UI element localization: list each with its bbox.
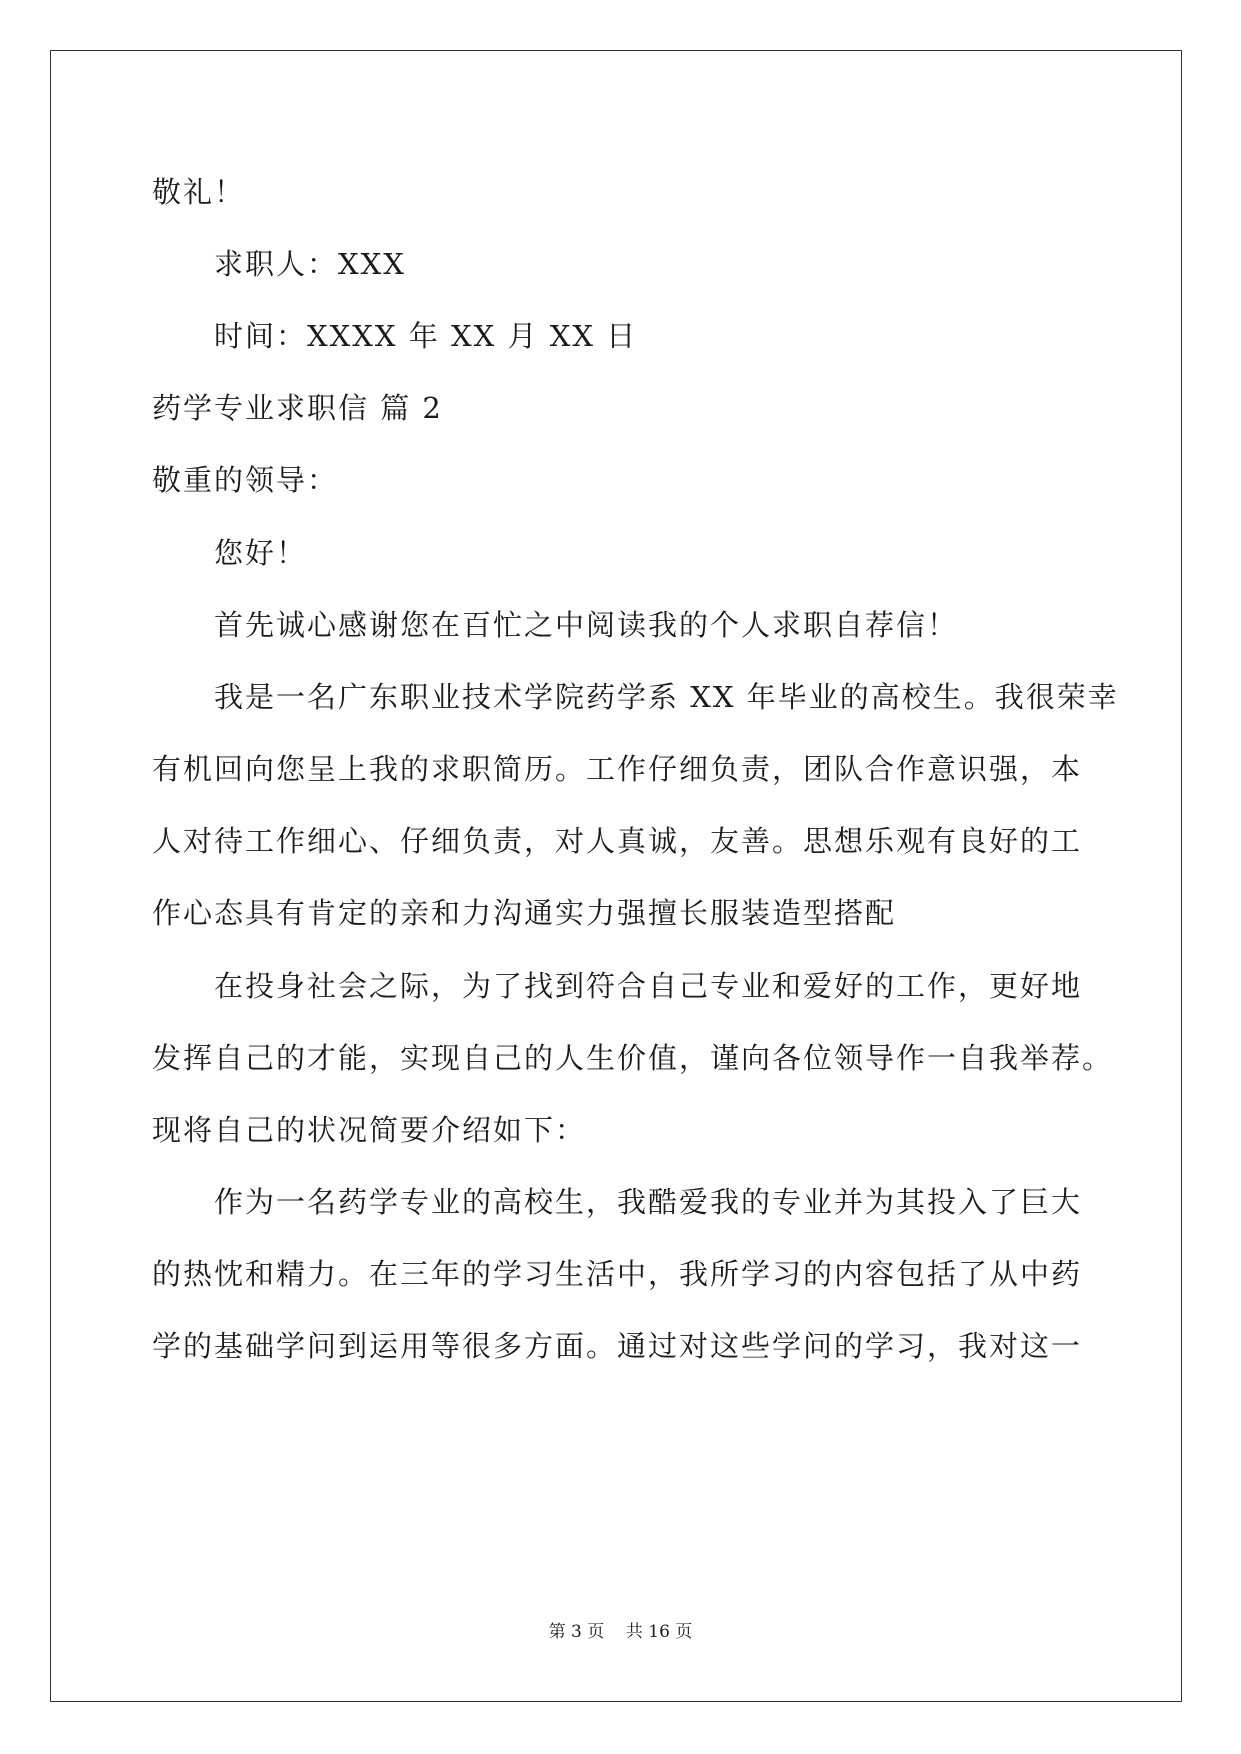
text-line: 时间：XXXX 年 XX 月 XX 日 <box>214 319 638 353</box>
salutation: 敬重的领导： <box>152 463 339 497</box>
text-line: 作心态具有肯定的亲和力沟通实力强擅长服装造型搭配 <box>152 896 897 930</box>
text-line: 的热忱和精力。在三年的学习生活中，我所学习的内容包括了从中药 <box>152 1257 1083 1291</box>
text-line: 我是一名广东职业技术学院药学系 XX 年毕业的高校生。我很荣幸 <box>214 680 1119 714</box>
text-line: 作为一名药学专业的高校生，我酷爱我的专业并为其投入了巨大 <box>214 1185 1083 1219</box>
page-border <box>50 50 1182 1702</box>
page-footer <box>0 1620 1241 1644</box>
text-line: 敬礼！ <box>152 175 246 209</box>
text-line: 现将自己的状况简要介绍如下： <box>152 1113 587 1147</box>
section-heading: 药学专业求职信 篇 2 <box>152 391 443 425</box>
text-line: 在投身社会之际，为了找到符合自己专业和爱好的工作，更好地 <box>214 969 1083 1003</box>
text-line: 求职人：XXX <box>214 247 406 281</box>
text-line: 您好！ <box>214 536 308 570</box>
page-number: 第 3 页 <box>548 1622 605 1642</box>
text-line: 学的基础学问到运用等很多方面。通过对这些学问的学习，我对这一 <box>152 1329 1083 1363</box>
text-line: 有机回向您呈上我的求职简历。工作仔细负责，团队合作意识强，本 <box>152 752 1083 786</box>
text-line: 首先诚心感谢您在百忙之中阅读我的个人求职自荐信！ <box>214 608 959 642</box>
text-line: 人对待工作细心、仔细负责，对人真诚，友善。思想乐观有良好的工 <box>152 824 1083 858</box>
text-line: 发挥自己的才能，实现自己的人生价值，谨向各位领导作一自我举荐。 <box>152 1041 1114 1075</box>
page-total: 共 16 页 <box>625 1622 693 1642</box>
